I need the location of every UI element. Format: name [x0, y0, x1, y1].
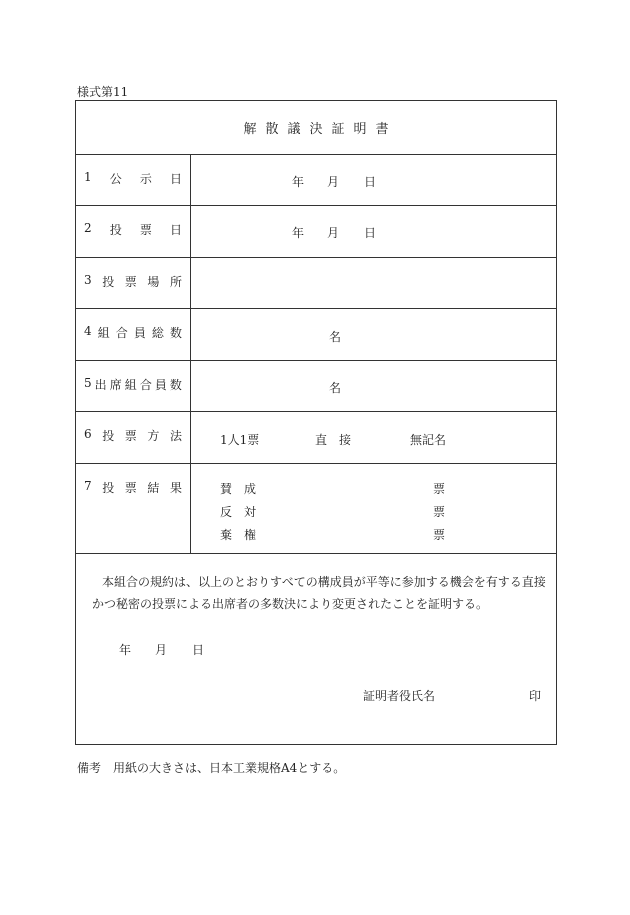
statement-year: 年 [119, 643, 132, 657]
secret-ballot: 無記名 [410, 433, 447, 447]
remarks: 備考 用紙の大きさは、日本工業規格A4とする。 [77, 761, 346, 775]
month-label: 月 [327, 175, 340, 189]
label-char: 合 [139, 378, 152, 392]
label-char: 合 [115, 326, 128, 340]
row-vote-place [76, 257, 556, 308]
unit-label: 名 [329, 381, 342, 395]
label-char: 票 [139, 223, 152, 237]
label-chars [84, 170, 182, 187]
month-label: 月 [327, 226, 340, 240]
count-value [191, 309, 556, 360]
label-char: 5 [84, 376, 92, 390]
label-char: 7 [84, 479, 92, 493]
result-approve: 賛 成 [220, 482, 257, 496]
label-chars [84, 376, 182, 393]
label-char: 場 [147, 275, 160, 289]
label-char: 席 [109, 378, 122, 392]
form-number: 様式第11 [77, 85, 129, 99]
row-vote-method [76, 411, 556, 463]
label-char: 2 [84, 221, 92, 235]
row-vote-result [76, 463, 556, 553]
label-char: 法 [169, 429, 182, 443]
label-char: 結 [147, 481, 160, 495]
label-char: 公 [109, 172, 122, 186]
label-char: 総 [151, 326, 164, 340]
result-oppose: 反 対 [220, 505, 257, 519]
label-char: 票 [124, 429, 137, 443]
result-unit: 票 [433, 528, 446, 542]
result-unit: 票 [433, 505, 446, 519]
statement-text: 本組合の規約は、以上のとおりすべての構成員が平等に参加する機会を有する直接かつ秘密の投票による出席者の多数決により変更されたことを証明する。 [92, 575, 546, 611]
label-char: 員 [154, 378, 167, 392]
result-value [191, 464, 556, 553]
row-total-members [76, 308, 556, 360]
label-char: 組 [97, 326, 110, 340]
label-char: 票 [124, 481, 137, 495]
label-char: 1 [84, 170, 92, 184]
row-attending-members [76, 360, 556, 411]
label-char: 3 [84, 273, 92, 287]
row-label [76, 258, 191, 308]
label-char: 票 [124, 275, 137, 289]
label-char: 投 [102, 429, 115, 443]
one-vote-per-person: 1人1票 [220, 433, 260, 447]
row-label [76, 412, 191, 463]
seal-mark: 印 [529, 689, 542, 703]
method-value [191, 412, 556, 463]
label-char: 出 [94, 378, 107, 392]
result-abstain: 棄 権 [220, 528, 257, 542]
label-char: 員 [133, 326, 146, 340]
direct-vote: 直 接 [315, 433, 352, 447]
label-char: 方 [147, 429, 160, 443]
label-chars [84, 427, 182, 444]
row-label [76, 464, 191, 553]
certificate-form [75, 100, 557, 745]
statement-day: 日 [192, 643, 205, 657]
result-unit: 票 [433, 482, 446, 496]
row-announcement-date [76, 154, 556, 205]
label-chars [84, 221, 182, 238]
row-label [76, 309, 191, 360]
year-label: 年 [292, 226, 305, 240]
label-char: 数 [169, 378, 182, 392]
certification-statement [76, 553, 556, 746]
date-value [191, 155, 556, 205]
day-label: 日 [364, 226, 377, 240]
label-char: 4 [84, 324, 92, 338]
date-value [191, 206, 556, 257]
row-label [76, 206, 191, 257]
count-value [191, 361, 556, 411]
row-label [76, 361, 191, 411]
label-char: 日 [169, 172, 182, 186]
label-char: 6 [84, 427, 92, 441]
label-chars [84, 324, 182, 341]
label-chars [84, 273, 182, 290]
statement-month: 月 [155, 643, 168, 657]
year-label: 年 [292, 175, 305, 189]
row-label [76, 155, 191, 205]
place-value [191, 258, 556, 308]
label-char: 投 [109, 223, 122, 237]
label-chars [84, 479, 182, 496]
row-vote-date [76, 205, 556, 257]
label-char: 組 [124, 378, 137, 392]
label-char: 所 [169, 275, 182, 289]
label-char: 数 [169, 326, 182, 340]
label-char: 日 [169, 223, 182, 237]
unit-label: 名 [329, 330, 342, 344]
form-title: 解散議決証明書 [243, 122, 398, 137]
label-char: 投 [102, 481, 115, 495]
label-char: 果 [169, 481, 182, 495]
certifier-label: 証明者役氏名 [363, 689, 436, 703]
label-char: 示 [139, 172, 152, 186]
label-char: 投 [102, 275, 115, 289]
day-label: 日 [364, 175, 377, 189]
